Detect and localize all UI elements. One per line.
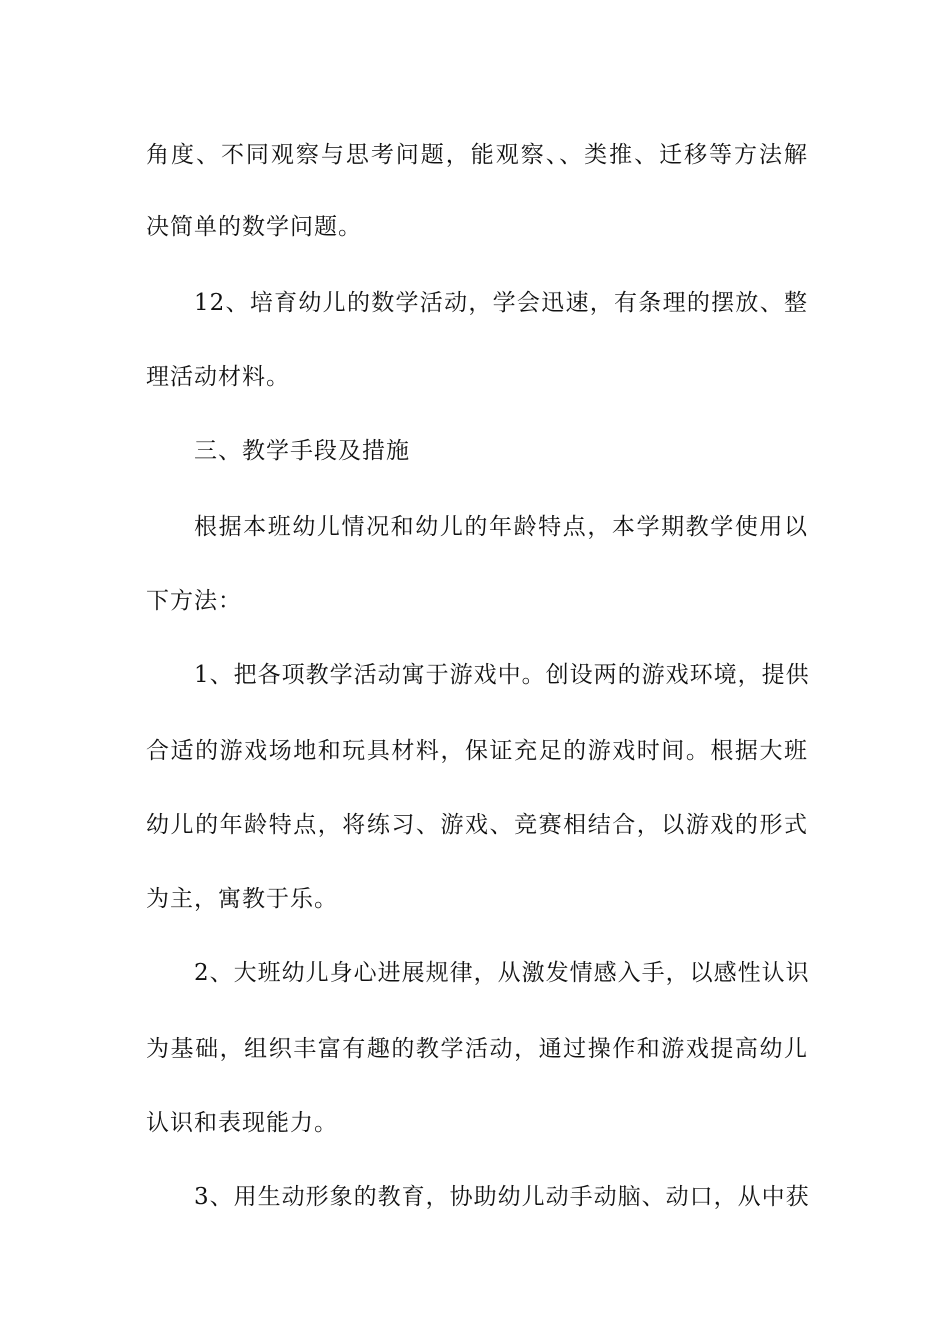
- text-line: 下方法：: [146, 588, 242, 614]
- text-line: 认识和表现能力。: [146, 1110, 338, 1136]
- paragraph-start-line: 根据本班幼儿情况和幼儿的年龄特点，本学期教学使用以: [194, 514, 808, 540]
- text-line: 幼儿的年龄特点，将练习、游戏、竞赛相结合，以游戏的形式: [146, 812, 808, 838]
- text-line: 理活动材料。: [146, 364, 290, 390]
- paragraph-heading-line: 12、培育幼儿的数学活动，学会迅速，有条理的摆放、整: [194, 290, 808, 316]
- text-line: 决简单的数学问题。: [146, 214, 362, 240]
- text-line: 为主，寓教于乐。: [146, 886, 338, 912]
- paragraph-start-line: 1、把各项教学活动寓于游戏中。创设两的游戏环境，提供: [194, 662, 810, 688]
- text-line: 合适的游戏场地和玩具材料，保证充足的游戏时间。根据大班: [146, 738, 808, 764]
- paragraph-start-line: 2、大班幼儿身心进展规律，从激发情感入手，以感性认识: [194, 960, 810, 986]
- paragraph-start-line: 3、用生动形象的教育，协助幼儿动手动脑、动口，从中获: [194, 1184, 810, 1210]
- section-heading: 三、教学手段及措施: [194, 438, 410, 464]
- text-line: 角度、不同观察与思考问题，能观察、、类推、迁移等方法解: [146, 142, 808, 168]
- text-line: 为基础，组织丰富有趣的教学活动，通过操作和游戏提高幼儿: [146, 1036, 808, 1062]
